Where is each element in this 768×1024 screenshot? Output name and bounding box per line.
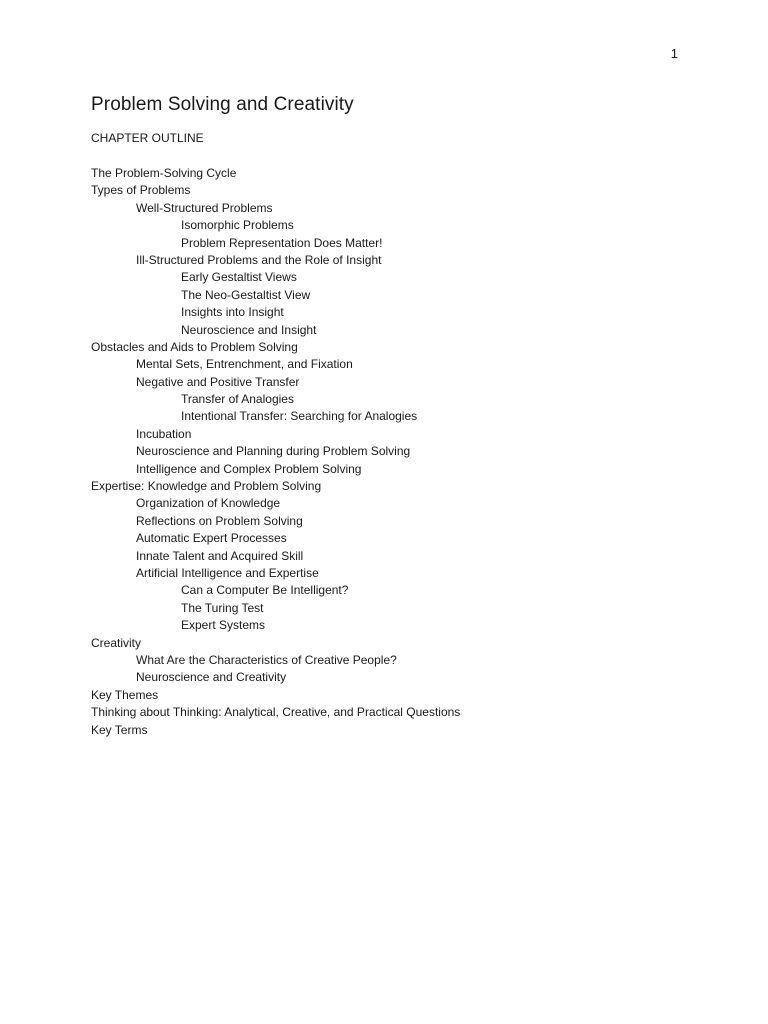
page-number: 1: [670, 46, 678, 61]
outline-item-level-1: Artificial Intelligence and Expertise: [136, 565, 319, 580]
outline-item-level-1: Innate Talent and Acquired Skill: [136, 548, 304, 563]
outline-item-level-2: Expert Systems: [181, 618, 266, 633]
outline-item-level-0: Key Themes: [91, 687, 159, 702]
outline-item-level-1: Reflections on Problem Solving: [136, 513, 303, 528]
outline-item-level-0: The Problem-Solving Cycle: [91, 166, 237, 180]
outline-item-level-2: Isomorphic Problems: [181, 218, 294, 233]
outline-item-level-1: Negative and Positive Transfer: [136, 374, 300, 389]
outline-item-level-2: Insights into Insight: [181, 305, 284, 320]
outline-item-level-2: Transfer of Analogies: [181, 392, 294, 407]
outline-item-level-2: The Turing Test: [181, 600, 264, 615]
outline-item-level-0: Types of Problems: [91, 183, 191, 198]
outline-item-level-0: Creativity: [91, 635, 142, 650]
outline-item-level-1: What Are the Characteristics of Creative People?: [136, 652, 397, 667]
outline-item-level-0: Expertise: Knowledge and Problem Solving: [91, 479, 322, 494]
outline-item-level-1: Neuroscience and Creativity: [136, 670, 287, 685]
outline-item-level-2: Early Gestaltist Views: [181, 270, 297, 285]
outline-item-level-1: Intelligence and Complex Problem Solving: [136, 461, 362, 476]
outline-item-level-1: Mental Sets, Entrenchment, and Fixation: [136, 357, 353, 372]
outline-item-level-0: Obstacles and Aids to Problem Solving: [91, 339, 298, 354]
outline-item-level-2: Can a Computer Be Intelligent?: [181, 583, 349, 598]
outline-item-level-1: Organization of Knowledge: [136, 496, 281, 511]
outline-item-level-1: Automatic Expert Processes: [136, 531, 287, 546]
outline-item-level-1: Neuroscience and Planning during Problem Solving: [136, 444, 411, 459]
page-title: Problem Solving and Creativity: [91, 94, 354, 115]
outline-item-level-0: Thinking about Thinking: Analytical, Creative, and Practical Questions: [91, 705, 461, 720]
outline-item-level-2: Intentional Transfer: Searching for Analogies: [181, 409, 418, 424]
outline-item-level-2: Problem Representation Does Matter!: [181, 235, 383, 250]
outline-item-level-2: The Neo-Gestaltist View: [181, 287, 311, 302]
outline-item-level-2: Neuroscience and Insight: [181, 322, 317, 337]
outline-item-level-1: Incubation: [136, 426, 192, 441]
outline-heading: CHAPTER OUTLINE: [91, 131, 204, 145]
chapter-outline-list: [91, 165, 711, 739]
outline-item-level-1: Well-Structured Problems: [136, 200, 273, 215]
outline-item-level-1: Ill-Structured Problems and the Role of Insight: [136, 252, 382, 267]
outline-item-level-0: Key Terms: [91, 722, 148, 737]
